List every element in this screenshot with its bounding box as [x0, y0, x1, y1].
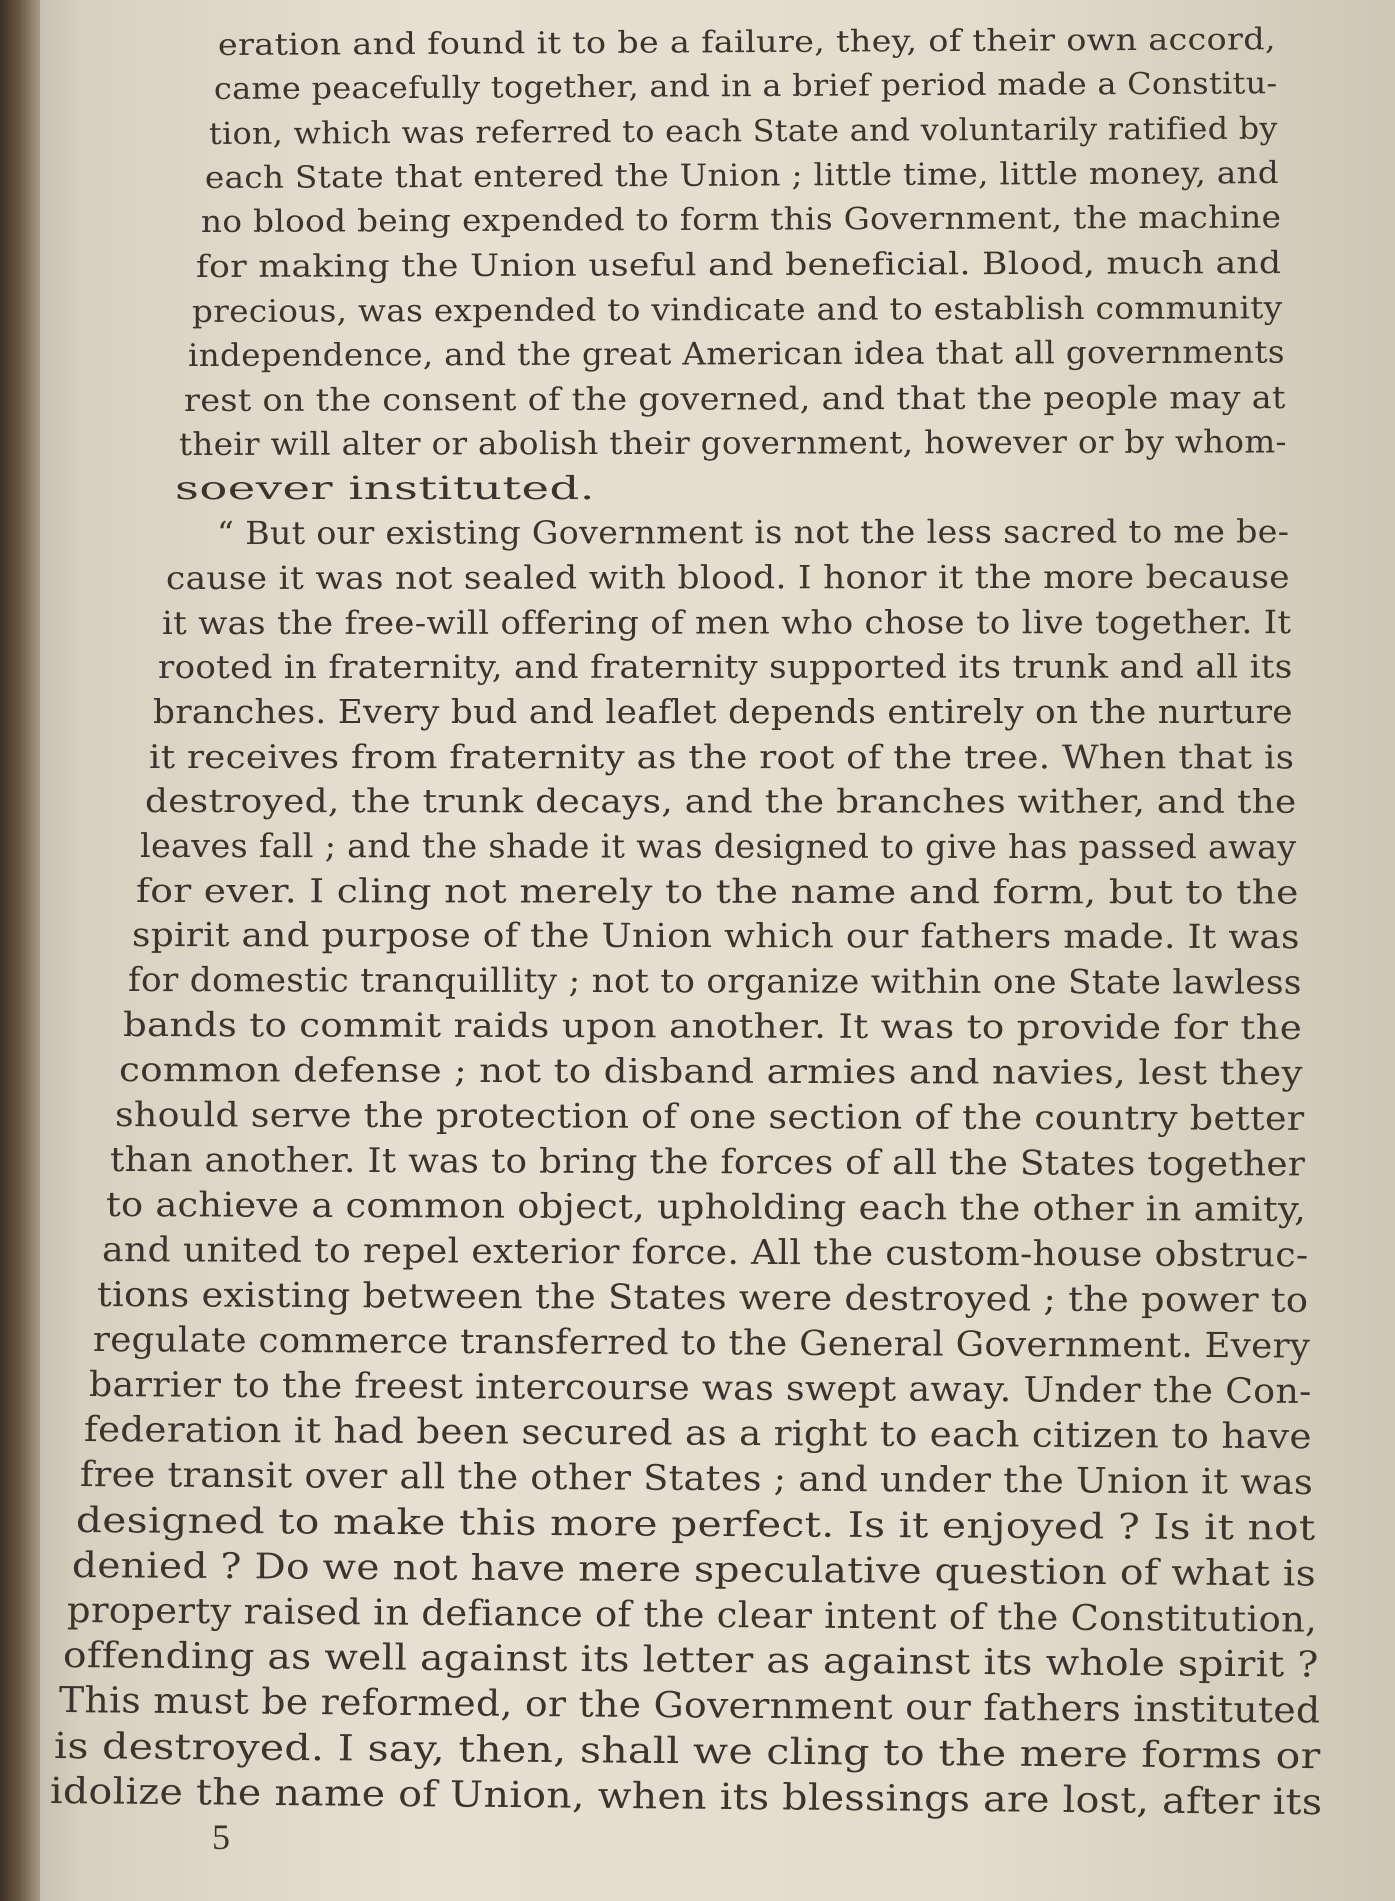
- text-line: tion, which was referred to each State and voluntarily ratified by: [209, 111, 1279, 152]
- text-line: came peacefully together, and in a brief period made a Constitu-: [213, 66, 1278, 108]
- text-line: rest on the consent of the governed, and that the people may at: [183, 379, 1286, 419]
- text-line: barrier to the freest intercourse was swept away. Under the Con-: [88, 1365, 1312, 1413]
- text-line: each State that entered the Union ; little time, little money, and: [204, 155, 1280, 196]
- text-line: free transit over all the other States ; and under the Union it was: [79, 1455, 1314, 1504]
- text-line: it receives from fraternity as the root of the tree. When that is: [149, 737, 1295, 776]
- text-line: for domestic tranquillity ; not to organize within one State lawless: [127, 960, 1302, 1002]
- text-line: precious, was expended to vindicate and to establish community: [192, 289, 1283, 330]
- text-line: tions existing between the States were destroyed ; the power to: [97, 1274, 1309, 1321]
- text-line: rooted in fraternity, and fraternity supported its trunk and all its: [157, 647, 1293, 687]
- text-line: spirit and purpose of the Union which our fathers made. It was: [131, 915, 1300, 957]
- text-line: eration and found it to be a failure, they, of their own accord,: [217, 22, 1277, 63]
- text-line: designed to make this more perfect. Is it enjoyed ? Is it not: [75, 1499, 1316, 1549]
- text-line: “ But our existing Government is not the less sacred to me be-: [216, 514, 1289, 552]
- text-line: should serve the protection of one section of the country better: [114, 1094, 1305, 1138]
- text-line: This must be reformed, or the Government our fathers instituted: [58, 1680, 1321, 1732]
- text-line: leaves fall ; and the shade it was designed to give has passed away: [140, 826, 1297, 867]
- text-line: destroyed, the trunk decays, and the branches wither, and the: [144, 782, 1297, 821]
- text-line: bands to commit raids upon another. It was to provide for the: [123, 1005, 1303, 1047]
- text-line: for ever. I cling not merely to the name and form, but to the: [136, 870, 1299, 912]
- text-line: independence, and the great American idea that all governments: [187, 334, 1285, 375]
- text-line: is destroyed. I say, then, shall we cling to the mere forms or: [54, 1725, 1322, 1777]
- text-line: their will alter or abolish their government, however or by whom-: [179, 424, 1288, 463]
- text-line: federation it had been secured as a right to each citizen to have: [84, 1410, 1313, 1458]
- text-line: property raised in defiance of the clear intent of the Constitution,: [67, 1590, 1318, 1641]
- text-line: branches. Every bud and leaflet depends entirely on the nurture: [153, 692, 1294, 731]
- text-line: denied ? Do we not have mere speculative question of what is: [71, 1544, 1316, 1595]
- text-line: and united to repel exterior force. All the custom-house obstruc-: [101, 1229, 1309, 1276]
- text-line: no blood being expended to form this Government, the machine: [200, 200, 1282, 241]
- text-line: it was the free-will offering of men who chose to live together. It: [161, 602, 1292, 642]
- text-line: for making the Union useful and beneficial. Blood, much and: [196, 245, 1282, 286]
- text-line: soever instituted.: [174, 471, 595, 508]
- text-line: than another. It was to bring the forces of all the States together: [110, 1139, 1306, 1184]
- text-line: offending as well against its letter as against its whole spirit ?: [62, 1635, 1319, 1686]
- page-number: 5: [212, 1817, 230, 1857]
- text-line: common defense ; not to disband armies and navies, lest they: [118, 1049, 1303, 1093]
- text-line: to achieve a common object, upholding each the other in amity,: [105, 1184, 1307, 1230]
- text-line: regulate commerce transferred to the General Government. Every: [92, 1319, 1311, 1367]
- text-line: idolize the name of Union, when its blessings are lost, after its: [49, 1771, 1323, 1824]
- text-line: cause it was not sealed with blood. I honor it the more because: [166, 557, 1291, 598]
